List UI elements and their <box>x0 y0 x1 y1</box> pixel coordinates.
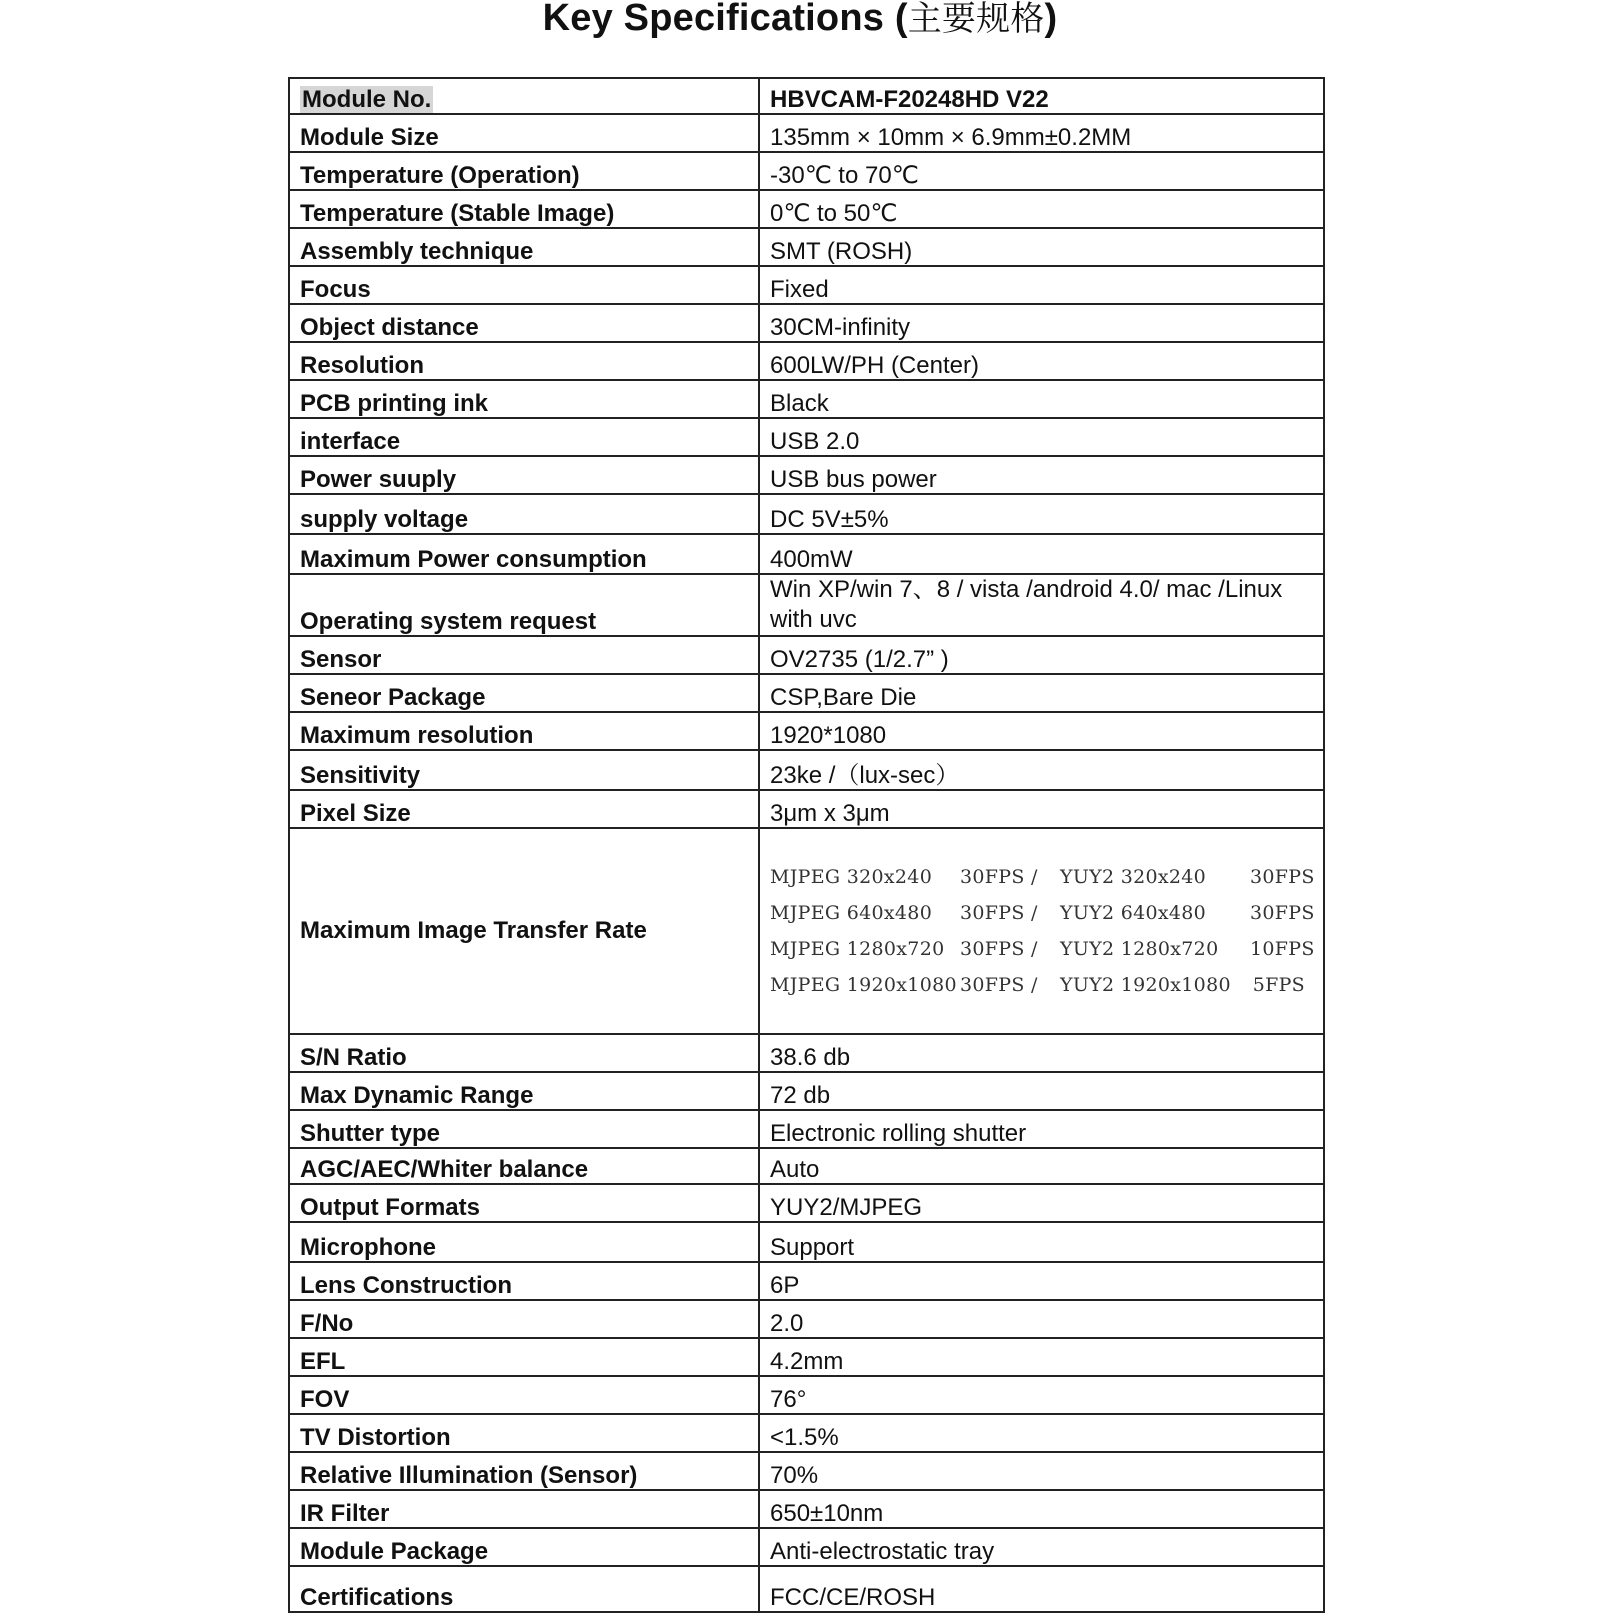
transfer-rate-line: MJPEG 640x480 30FPS / YUY2 640x480 30FPS <box>770 902 1315 924</box>
spec-value: SMT (ROSH) <box>759 228 1324 266</box>
spec-value: 3μm x 3μm <box>759 790 1324 828</box>
table-row <box>289 114 1324 152</box>
spec-label: Operating system request <box>289 574 759 636</box>
spec-label: Pixel Size <box>289 790 759 828</box>
table-row <box>289 418 1324 456</box>
spec-value: Anti-electrostatic tray <box>759 1528 1324 1566</box>
spec-value: FCC/CE/ROSH <box>759 1566 1324 1612</box>
spec-value: 30CM-infinity <box>759 304 1324 342</box>
spec-value: 600LW/PH (Center) <box>759 342 1324 380</box>
spec-value: 0℃ to 50℃ <box>759 190 1324 228</box>
spec-value: 23ke /（lux-sec） <box>759 750 1324 790</box>
spec-label: Output Formats <box>289 1184 759 1222</box>
spec-label: EFL <box>289 1338 759 1376</box>
table-row <box>289 494 1324 534</box>
spec-label: Maximum Image Transfer Rate <box>289 828 759 1034</box>
table-row <box>289 1148 1324 1184</box>
spec-value: Win XP/win 7、8 / vista /android 4.0/ mac /Linux with uvc <box>759 574 1324 636</box>
spec-label: Shutter type <box>289 1110 759 1148</box>
spec-value: 6P <box>759 1262 1324 1300</box>
table-row <box>289 1414 1324 1452</box>
table-row <box>289 1452 1324 1490</box>
spec-value: <1.5% <box>759 1414 1324 1452</box>
table-row <box>289 1376 1324 1414</box>
table-row <box>289 1338 1324 1376</box>
spec-label: Certifications <box>289 1566 759 1612</box>
spec-value: 70% <box>759 1452 1324 1490</box>
spec-label: Lens Construction <box>289 1262 759 1300</box>
spec-label: Assembly technique <box>289 228 759 266</box>
spec-value: YUY2/MJPEG <box>759 1184 1324 1222</box>
spec-value: Auto <box>759 1148 1324 1184</box>
table-row <box>289 380 1324 418</box>
spec-value: Support <box>759 1222 1324 1262</box>
spec-label: Temperature (Operation) <box>289 152 759 190</box>
table-row <box>289 78 1324 114</box>
table-row <box>289 1222 1324 1262</box>
table-row <box>289 574 1324 636</box>
spec-value: USB bus power <box>759 456 1324 494</box>
table-row <box>289 1528 1324 1566</box>
table-row <box>289 1110 1324 1148</box>
spec-value: 4.2mm <box>759 1338 1324 1376</box>
spec-label: S/N Ratio <box>289 1034 759 1072</box>
spec-label: Maximum resolution <box>289 712 759 750</box>
table-row <box>289 342 1324 380</box>
spec-label: Seneor Package <box>289 674 759 712</box>
transfer-rate-line: MJPEG 320x240 30FPS / YUY2 320x240 30FPS <box>770 866 1315 888</box>
spec-table <box>288 77 1325 1613</box>
spec-value: HBVCAM-F20248HD V22 <box>759 78 1324 114</box>
spec-label: Module No. <box>289 78 759 114</box>
spec-value: CSP,Bare Die <box>759 674 1324 712</box>
table-row <box>289 1490 1324 1528</box>
table-row <box>289 636 1324 674</box>
table-row <box>289 456 1324 494</box>
spec-label: Relative Illumination (Sensor) <box>289 1452 759 1490</box>
table-row <box>289 304 1324 342</box>
spec-label: IR Filter <box>289 1490 759 1528</box>
table-row <box>289 1300 1324 1338</box>
spec-label: Focus <box>289 266 759 304</box>
transfer-rate-line: MJPEG 1280x720 30FPS / YUY2 1280x720 10FPS <box>770 938 1315 960</box>
page-title: Key Specifications (主要规格) <box>542 0 1058 39</box>
spec-value: USB 2.0 <box>759 418 1324 456</box>
spec-value: 400mW <box>759 534 1324 574</box>
table-row <box>289 674 1324 712</box>
table-row <box>289 1262 1324 1300</box>
spec-value: 2.0 <box>759 1300 1324 1338</box>
spec-label: Module Size <box>289 114 759 152</box>
table-row <box>289 1034 1324 1072</box>
table-row <box>289 1184 1324 1222</box>
table-row <box>289 534 1324 574</box>
spec-label: Object distance <box>289 304 759 342</box>
spec-label: Module Package <box>289 1528 759 1566</box>
spec-label: Max Dynamic Range <box>289 1072 759 1110</box>
spec-label: PCB printing ink <box>289 380 759 418</box>
table-row <box>289 1072 1324 1110</box>
table-row <box>289 190 1324 228</box>
table-row <box>289 712 1324 750</box>
transfer-rate-line: MJPEG 1920x1080 30FPS / YUY2 1920x1080 5FPS <box>770 974 1305 996</box>
spec-value: 135mm × 10mm × 6.9mm±0.2MM <box>759 114 1324 152</box>
spec-label: interface <box>289 418 759 456</box>
spec-label: TV Distortion <box>289 1414 759 1452</box>
table-row <box>289 266 1324 304</box>
spec-value: 650±10nm <box>759 1490 1324 1528</box>
spec-label: Sensor <box>289 636 759 674</box>
spec-value: Black <box>759 380 1324 418</box>
spec-label: Maximum Power consumption <box>289 534 759 574</box>
spec-label: F/No <box>289 1300 759 1338</box>
spec-label: supply voltage <box>289 494 759 534</box>
table-row <box>289 828 1324 1034</box>
spec-value: DC 5V±5% <box>759 494 1324 534</box>
spec-value: 72 db <box>759 1072 1324 1110</box>
spec-label: Temperature (Stable Image) <box>289 190 759 228</box>
table-row <box>289 228 1324 266</box>
spec-label: Sensitivity <box>289 750 759 790</box>
spec-value: OV2735 (1/2.7” ) <box>759 636 1324 674</box>
spec-label: FOV <box>289 1376 759 1414</box>
spec-value: 38.6 db <box>759 1034 1324 1072</box>
table-row <box>289 152 1324 190</box>
spec-label: Microphone <box>289 1222 759 1262</box>
table-row <box>289 1566 1324 1612</box>
spec-value: Electronic rolling shutter <box>759 1110 1324 1148</box>
spec-value: Fixed <box>759 266 1324 304</box>
spec-value <box>759 828 1324 1034</box>
spec-label: AGC/AEC/Whiter balance <box>289 1148 759 1184</box>
spec-value: 1920*1080 <box>759 712 1324 750</box>
table-row <box>289 750 1324 790</box>
spec-label: Power suuply <box>289 456 759 494</box>
table-row <box>289 790 1324 828</box>
spec-value: 76° <box>759 1376 1324 1414</box>
spec-value: -30℃ to 70℃ <box>759 152 1324 190</box>
spec-label: Resolution <box>289 342 759 380</box>
